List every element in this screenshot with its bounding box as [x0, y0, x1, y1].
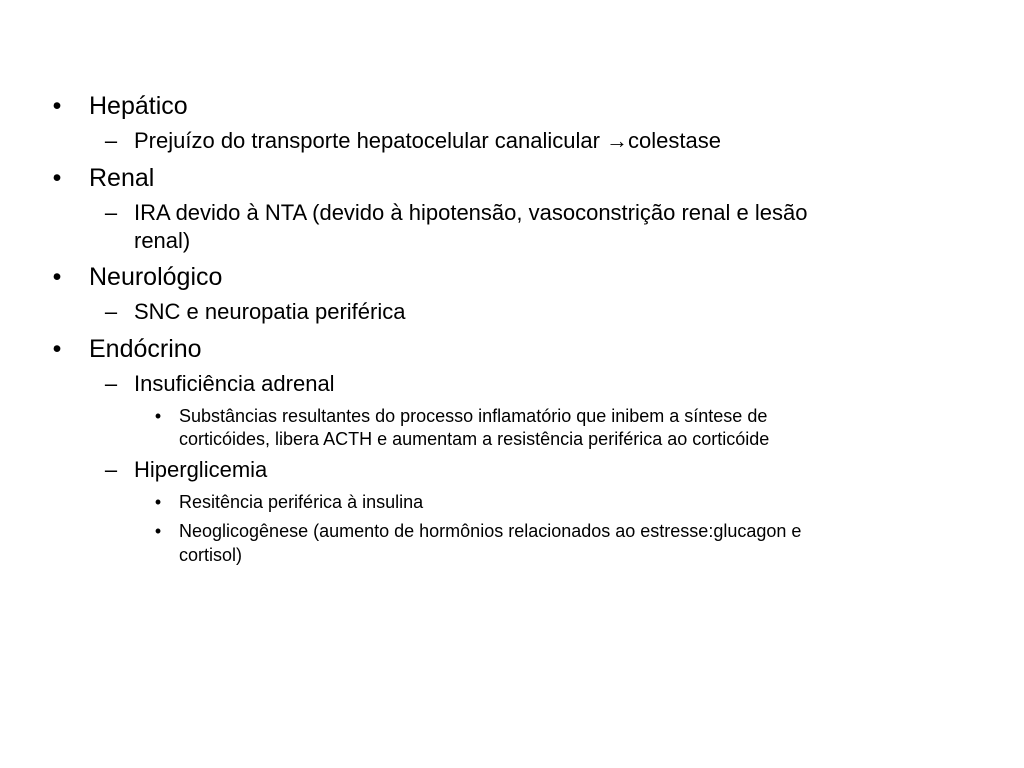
- subitem-hepatico: Prejuízo do transporte hepatocelular canalicular →colestase: [134, 128, 721, 153]
- subitem-renal-line2: renal): [134, 228, 191, 253]
- dash-icon: –: [104, 299, 118, 324]
- section-heading-renal: Renal: [89, 164, 155, 192]
- bullet-icon: •: [52, 263, 62, 291]
- subitem-neurologico: SNC e neuropatia periférica: [134, 299, 406, 324]
- dash-icon: –: [104, 371, 118, 396]
- detail-hiperglicemia-1: Resitência periférica à insulina: [179, 492, 424, 512]
- bullet-icon: •: [52, 92, 62, 120]
- detail-hiperglicemia-2-line2: cortisol): [179, 545, 243, 565]
- bullet-icon: •: [52, 335, 62, 363]
- detail-adrenal-line2: corticóides, libera ACTH e aumentam a resistência periférica ao corticóide: [179, 429, 770, 449]
- bullet-icon: •: [52, 164, 62, 192]
- section-heading-endocrino: Endócrino: [89, 335, 202, 363]
- subitem-insuficiencia-adrenal: Insuficiência adrenal: [134, 371, 335, 396]
- bullet-icon: •: [154, 521, 162, 541]
- detail-adrenal-line1: Substâncias resultantes do processo inflamatório que inibem a síntese de: [179, 406, 768, 426]
- subitem-hiperglicemia: Hiperglicemia: [134, 457, 268, 482]
- dash-icon: –: [104, 128, 118, 153]
- bullet-icon: •: [154, 492, 162, 512]
- detail-hiperglicemia-2-line1: Neoglicogênese (aumento de hormônios relacionados ao estresse:glucagon e: [179, 521, 802, 541]
- dash-icon: –: [104, 200, 118, 225]
- section-heading-hepatico: Hepático: [89, 92, 188, 120]
- subitem-renal-line1: IRA devido à NTA (devido à hipotensão, vasoconstrição renal e lesão: [134, 200, 808, 225]
- bullet-icon: •: [154, 406, 162, 426]
- section-heading-neurologico: Neurológico: [89, 263, 223, 291]
- dash-icon: –: [104, 457, 118, 482]
